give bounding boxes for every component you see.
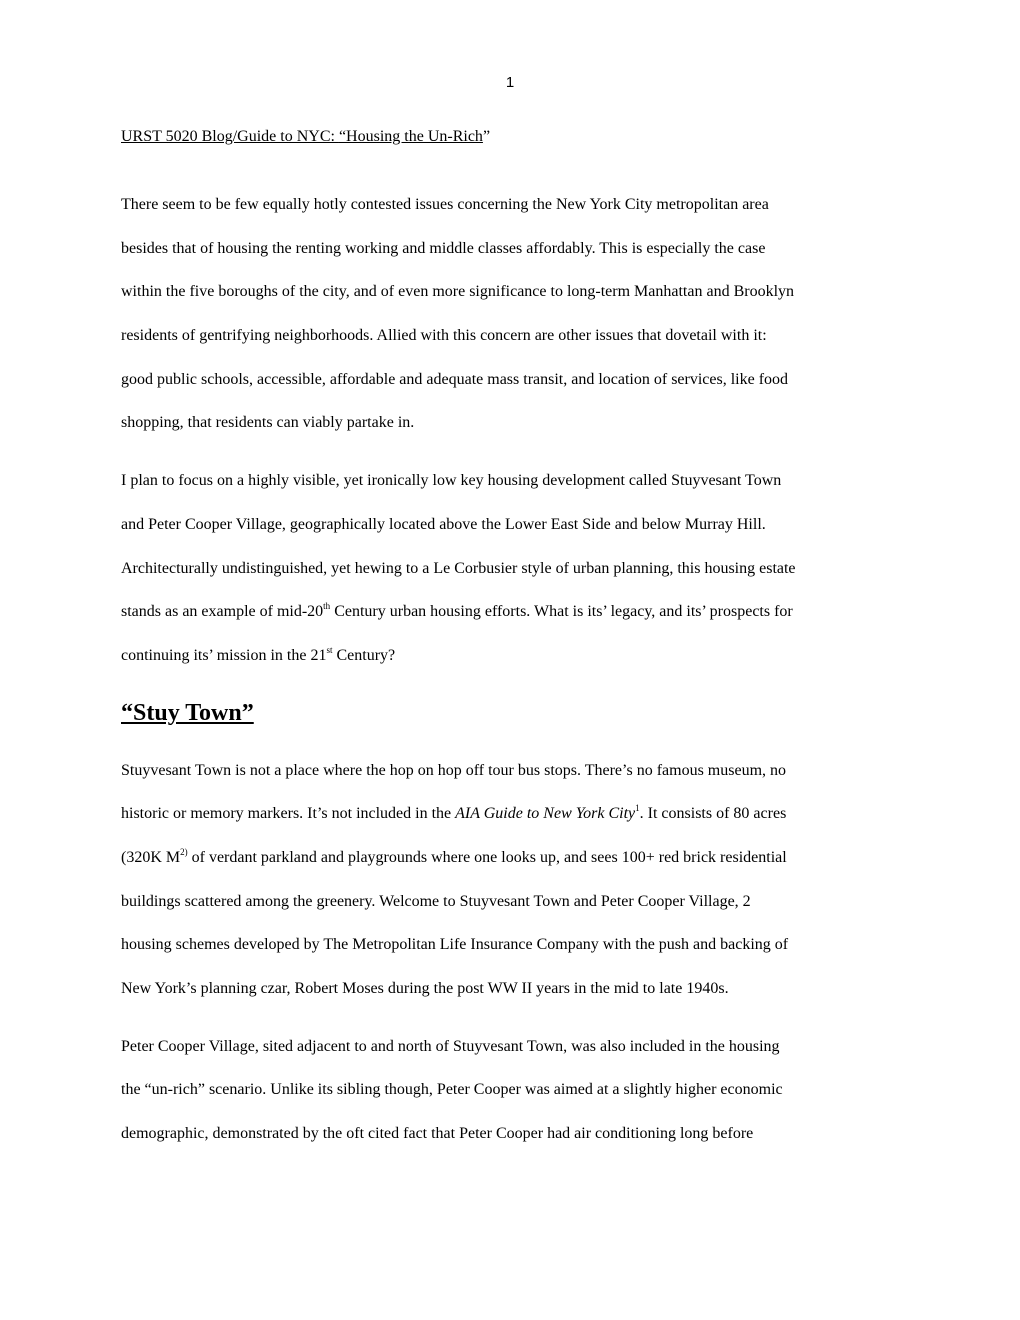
section-heading: “Stuy Town” xyxy=(121,699,254,726)
superscript-ordinal: st xyxy=(326,644,333,655)
paragraph-plan xyxy=(121,470,911,688)
title-closing-quote: ” xyxy=(482,128,491,145)
document-title xyxy=(121,126,911,148)
text-run: (320K M xyxy=(121,848,181,866)
paragraph-peter-cooper xyxy=(121,1036,911,1167)
superscript-ordinal: th xyxy=(323,601,331,612)
footnote-marker: 2) xyxy=(180,846,188,857)
page-number: 1 xyxy=(505,74,515,91)
paragraph-intro xyxy=(121,194,911,456)
paragraph-line: Peter Cooper Village, sited adjacent to and north of Stuyvesant Town, was also included in the housing xyxy=(121,1037,780,1055)
paragraph-line xyxy=(121,847,911,891)
book-title-italic: AIA Guide to New York City xyxy=(455,805,636,823)
paragraph-line xyxy=(121,645,911,689)
paragraph-line: There seem to be few equally hotly contested issues concerning the New York City metropolitan area xyxy=(121,196,769,213)
document-body xyxy=(121,126,911,1167)
paragraph-line: I plan to focus on a highly visible, yet ironically low key housing development called Stuyvesant Town xyxy=(121,472,782,490)
text-run: Century urban housing efforts. What is its’ legacy, and its’ prospects for xyxy=(330,603,793,621)
paragraph-line: New York’s planning czar, Robert Moses during the post WW II years in the mid to late 1940s. xyxy=(121,980,729,997)
paragraph-line: buildings scattered among the greenery. Welcome to Stuyvesant Town and Peter Cooper Village, 2 xyxy=(121,892,751,910)
footnote-marker: 1 xyxy=(635,803,640,814)
paragraph-line: residents of gentrifying neighborhoods. Allied with this concern are other issues that dovetail with it: xyxy=(121,327,767,345)
paragraph-line: Architecturally undistinguished, yet hewing to a Le Corbusier style of urban planning, this housing estate xyxy=(121,559,796,577)
paragraph-line: the “un-rich” scenario. Unlike its sibling though, Peter Cooper was aimed at a slightly higher economic xyxy=(121,1081,783,1099)
text-run: . It consists of 80 acres xyxy=(639,805,787,823)
paragraph-line: good public schools, accessible, affordable and adequate mass transit, and location of services, like food xyxy=(121,370,789,388)
text-run: Century? xyxy=(332,646,396,664)
paragraph-line: Stuyvesant Town is not a place where the hop on hop off tour bus stops. There’s no famous museum, no xyxy=(121,761,787,779)
paragraph-line xyxy=(121,601,911,645)
text-run: historic or memory markers. It’s not included in the xyxy=(121,805,456,823)
paragraph-line: shopping, that residents can viably partake in. xyxy=(121,414,415,432)
paragraph-line: within the five boroughs of the city, and of even more significance to long-term Manhattan and Brooklyn xyxy=(121,283,795,301)
paragraph-line: demographic, demonstrated by the oft cited fact that Peter Cooper had air conditioning long before xyxy=(121,1125,754,1143)
paragraph-stuy-town xyxy=(121,760,911,1022)
text-run: stands as an example of mid-20 xyxy=(121,603,324,621)
paragraph-line: housing schemes developed by The Metropolitan Life Insurance Company with the push and backing of xyxy=(121,936,789,954)
text-run: continuing its’ mission in the 21 xyxy=(121,646,327,664)
paragraph-line: and Peter Cooper Village, geographically located above the Lower East Side and below Murray Hill. xyxy=(121,515,766,533)
paragraph-line: besides that of housing the renting working and middle classes affordably. This is especially the case xyxy=(121,239,766,257)
paragraph-line xyxy=(121,803,911,847)
title-underlined-prefix: URST 5020 Blog/Guide to NYC: xyxy=(121,128,339,145)
text-run: of verdant parkland and playgrounds where one looks up, and sees 100+ red brick residential xyxy=(187,848,787,866)
title-underlined-main: “Housing the Un-Rich xyxy=(338,128,483,145)
